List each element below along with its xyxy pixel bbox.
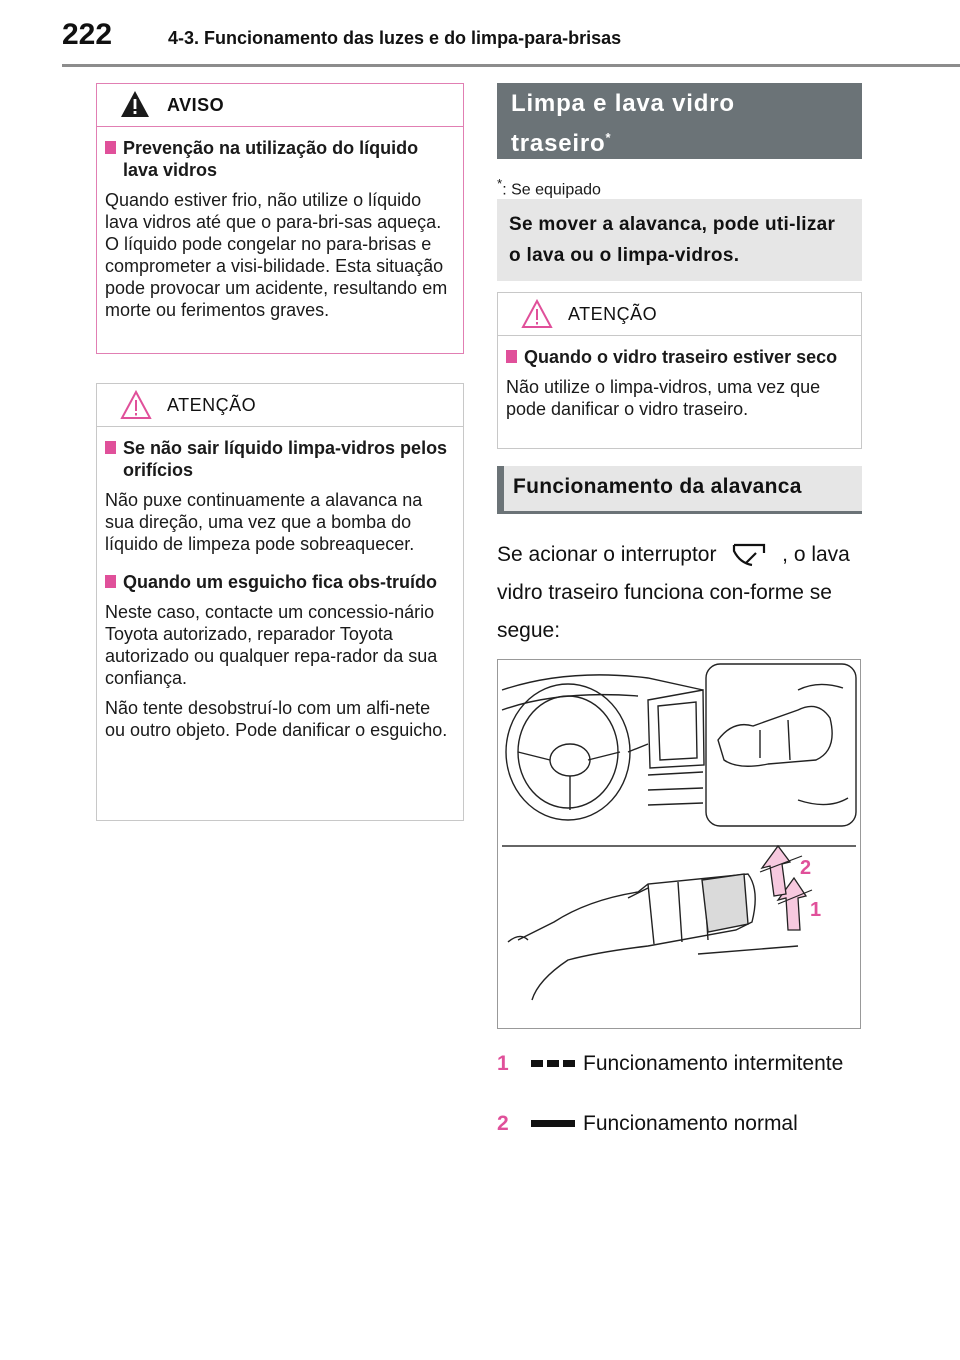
aviso-title: AVISO	[167, 95, 225, 115]
atencao-paragraph: Não utilize o limpa-vidros, uma vez que pode danificar o vidro traseiro.	[506, 377, 821, 419]
square-bullet-icon	[506, 350, 517, 363]
page-header	[0, 0, 960, 70]
solid-bar-icon	[531, 1120, 575, 1128]
aviso-box-header	[97, 84, 463, 127]
square-bullet-icon	[105, 141, 116, 154]
legend-item-1: 1 Funcionamento intermitente	[497, 1052, 844, 1075]
atencao-section-heading: Se não sair líquido limpa-vidros pelos orifícios	[105, 437, 451, 481]
atencao-box-header	[498, 293, 861, 336]
square-bullet-icon	[105, 441, 116, 454]
lever-diagram	[498, 660, 860, 1028]
atencao-section-heading: Quando um esguicho fica obs-truído	[105, 571, 451, 593]
rear-wiper-switch-icon	[726, 539, 772, 567]
atencao-section-heading: Quando o vidro traseiro estiver seco	[506, 346, 849, 368]
body-paragraph: Se acionar o interruptor , o lava vidro traseiro funciona con-forme se segue:	[497, 536, 867, 650]
atencao-title: ATENÇÃO	[167, 395, 257, 415]
subsection-title: Funcionamento da alavanca	[497, 466, 862, 514]
header-rule	[62, 64, 960, 67]
intermittent-bars-icon	[531, 1060, 575, 1068]
footnote: *: Se equipado	[497, 176, 601, 199]
summary-box: Se mover a alavanca, pode uti-lizar o lava ou o limpa-vidros.	[497, 199, 862, 281]
warning-outline-icon	[119, 389, 153, 421]
warning-filled-icon	[119, 89, 151, 119]
aviso-paragraph: Quando estiver frio, não utilize o líquido lava vidros até que o para-bri-sas aqueça. O líquido pode congelar no para-brisas e comprometer a visi-bilidade. Esta situação pode provocar um acidente, resultando em morte ou ferimentos graves.	[105, 190, 448, 320]
footnote-marker: *	[605, 130, 612, 145]
chapter-title: 4-3. Funcionamento das luzes e do limpa-para-brisas	[168, 28, 622, 48]
section-title: Limpa e lava vidro traseiro*	[497, 83, 862, 159]
callout-2: 2	[800, 857, 812, 879]
aviso-section-heading: Prevenção na utilização do líquido lava vidros	[105, 137, 451, 181]
warning-outline-icon	[520, 298, 554, 330]
square-bullet-icon	[105, 575, 116, 588]
legend-item-2: 2 Funcionamento normal	[497, 1112, 798, 1135]
atencao-box-left	[96, 383, 464, 821]
page-number: 222	[62, 18, 113, 51]
lever-illustration	[497, 659, 861, 1029]
aviso-box	[96, 83, 464, 354]
atencao-box-header	[97, 384, 463, 427]
callout-1: 1	[810, 899, 822, 921]
atencao-title: ATENÇÃO	[568, 304, 658, 324]
atencao-paragraph: Neste caso, contacte um concessio-nário Toyota autorizado, reparador Toyota autorizado ou qualquer repa-rador da sua confiança.	[105, 602, 438, 688]
atencao-paragraph: Não puxe continuamente a alavanca na sua direção, uma vez que a bomba do líquido de limpeza pode sobreaquecer.	[105, 490, 423, 554]
atencao-paragraph: Não tente desobstruí-lo com um alfi-nete ou outro objeto. Pode danificar o esguicho.	[105, 698, 448, 740]
atencao-box-right	[497, 292, 862, 449]
